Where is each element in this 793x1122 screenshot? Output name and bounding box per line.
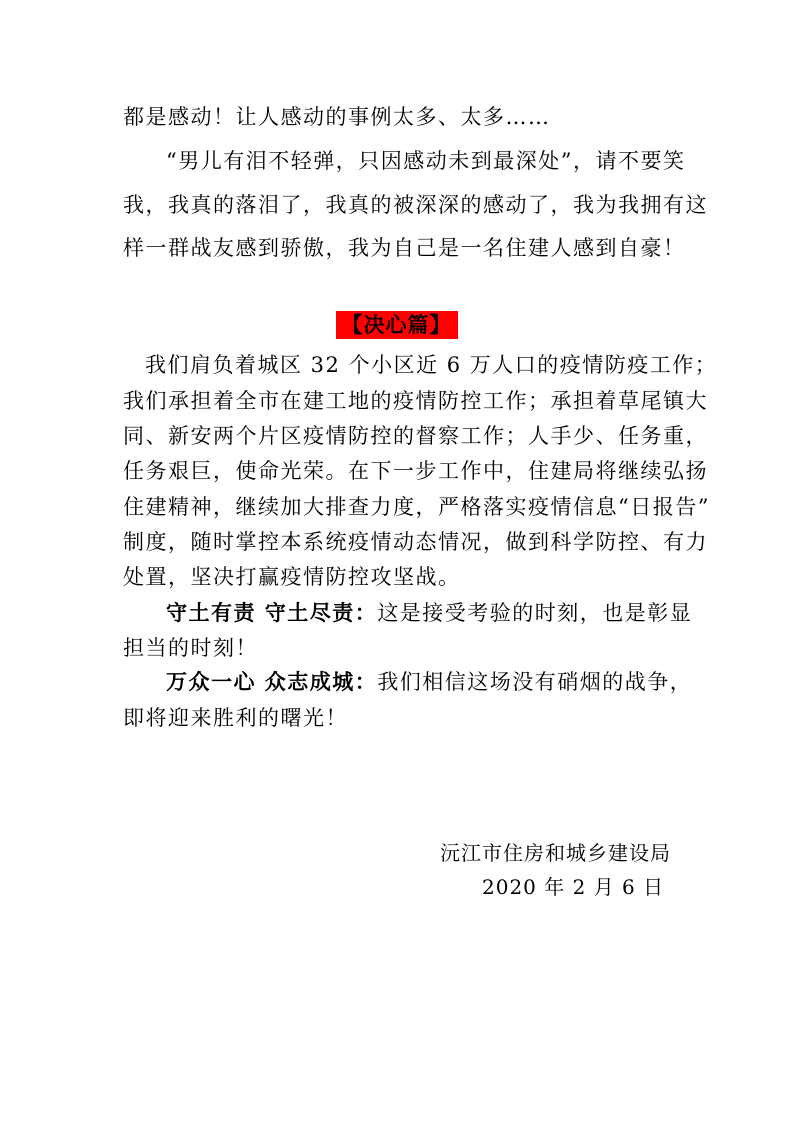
slogan-1-line xyxy=(166,597,726,629)
signature-org: 沅江市住房和城乡建设局 xyxy=(440,841,671,865)
signature-date: 2020 年 2 月 6 日 xyxy=(482,875,665,899)
resolve-line-7: 处置，坚决打赢疫情防控攻坚战。 xyxy=(123,565,461,589)
slogan-1-text: 这是接受考验的时刻，也是彰显 xyxy=(377,601,693,625)
resolve-line-5: 住建精神，继续加大排查力度，严格落实疫情信息“日报告” xyxy=(123,495,710,519)
section-heading-wrap xyxy=(0,311,793,339)
slogan-2-line xyxy=(166,666,726,698)
section-heading: 【决心篇】 xyxy=(336,311,458,339)
slogan-2-text: 我们相信这场没有硝烟的战争， xyxy=(377,670,693,694)
resolve-line-3: 同、新安两个片区疫情防控的督察工作；人手少、任务重， xyxy=(123,424,708,448)
resolve-line-4: 任务艰巨，使命光荣。在下一步工作中，住建局将继续弘扬 xyxy=(123,459,708,483)
slogan-2-title: 万众一心 众志成城： xyxy=(166,669,378,694)
intro-line-3: 我，我真的落泪了，我真的被深深的感动了，我为我拥有这 xyxy=(123,193,708,217)
resolve-line-1: 我们肩负着城区 32 个小区近 6 万人口的疫情防疫工作； xyxy=(145,353,718,377)
intro-line-1: 都是感动！让人感动的事例太多、太多…… xyxy=(123,105,551,129)
slogan-1-title: 守土有责 守土尽责： xyxy=(166,600,378,625)
resolve-line-6: 制度，随时掌控本系统疫情动态情况，做到科学防控、有力 xyxy=(123,530,708,554)
slogan-2-cont: 即将迎来胜利的曙光！ xyxy=(123,706,348,730)
slogan-1-cont: 担当的时刻！ xyxy=(123,636,258,660)
resolve-line-2: 我们承担着全市在建工地的疫情防控工作；承担着草尾镇大 xyxy=(123,389,708,413)
intro-line-2: “男儿有泪不轻弹，只因感动未到最深处”，请不要笑 xyxy=(166,149,686,173)
intro-line-4: 样一群战友感到骄傲，我为自己是一名住建人感到自豪！ xyxy=(123,236,686,260)
